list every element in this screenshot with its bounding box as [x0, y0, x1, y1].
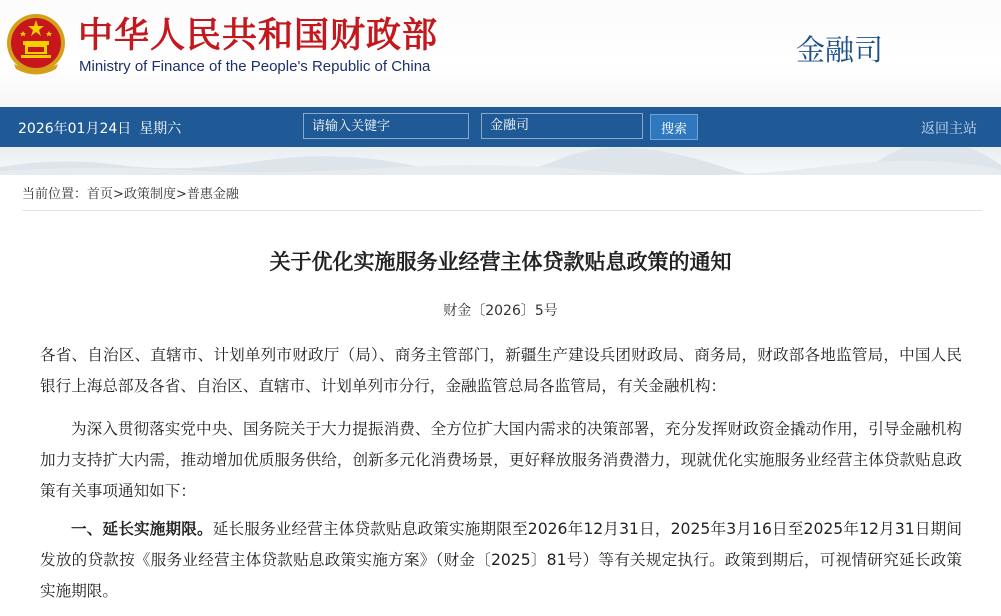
national-emblem-icon[interactable] [6, 10, 66, 76]
section-1-paragraph [40, 514, 962, 607]
site-title-en[interactable]: Ministry of Finance of the People's Republic of China [79, 58, 431, 75]
breadcrumb-policy[interactable]: 政策制度 [123, 187, 176, 202]
date-text: 2026年01月24日 [18, 121, 132, 137]
addressee-paragraph: 各省、自治区、直辖市、计划单列市财政厅（局）、商务主管部门，新疆生产建设兵团财政局、商务局，财政部各地监管局，中国人民银行上海总部及各省、自治区、直辖市、计划单列市分行，金融监管总局各监管局，有关金融机构： [40, 346, 962, 395]
top-navbar [0, 107, 1001, 147]
current-date [18, 118, 189, 138]
intro-paragraph: 为深入贯彻落实党中央、国务院关于大力提振消费、全方位扩大国内需求的决策部署，充分发挥财政资金撬动作用，引导金融机构加力支持扩大内需，推动增加优质服务供给，创新多元化消费场景，更好释放服务消费潜力，现就优化实施服务业经营主体贷款贴息政策有关事项通知如下： [40, 420, 962, 500]
return-home-link[interactable]: 返回主站 [921, 121, 977, 137]
section-1-body: 延长服务业经营主体贷款贴息政策实施期限至2026年12月31日，2025年3月16日至2025年12月31日期间发放的贷款按《服务业经营主体贷款贴息政策实施方案》（财金〔2025〕81号）等有关规定执行。政策到期后，可视情研究延长政策实施期限。 [40, 520, 962, 600]
article-title: 关于优化实施服务业经营主体贷款贴息政策的通知 [269, 250, 732, 274]
breadcrumb-separator: > [113, 187, 124, 202]
breadcrumb-label: 当前位置： [22, 187, 88, 202]
breadcrumb-home[interactable]: 首页 [87, 187, 114, 202]
decorative-banner [0, 147, 1001, 175]
search-scope-select[interactable]: 金融司 [481, 113, 643, 139]
breadcrumb-inclusive-finance[interactable]: 普惠金融 [186, 187, 239, 202]
breadcrumb-separator: > [175, 187, 187, 202]
department-name: 金融司 [796, 33, 884, 67]
mountain-banner-image [0, 147, 1001, 175]
section-1-heading: 一、延长实施期限。 [71, 520, 213, 538]
weekday-text: 星期六 [139, 121, 182, 137]
search-input[interactable] [303, 113, 469, 139]
breadcrumb-divider [22, 210, 982, 211]
site-title-cn[interactable]: 中华人民共和国财政部 [78, 16, 439, 56]
breadcrumb [22, 183, 239, 202]
document-number: 财金〔2026〕5号 [443, 303, 558, 319]
search-button[interactable]: 搜索 [650, 114, 698, 140]
site-header [0, 0, 1001, 107]
